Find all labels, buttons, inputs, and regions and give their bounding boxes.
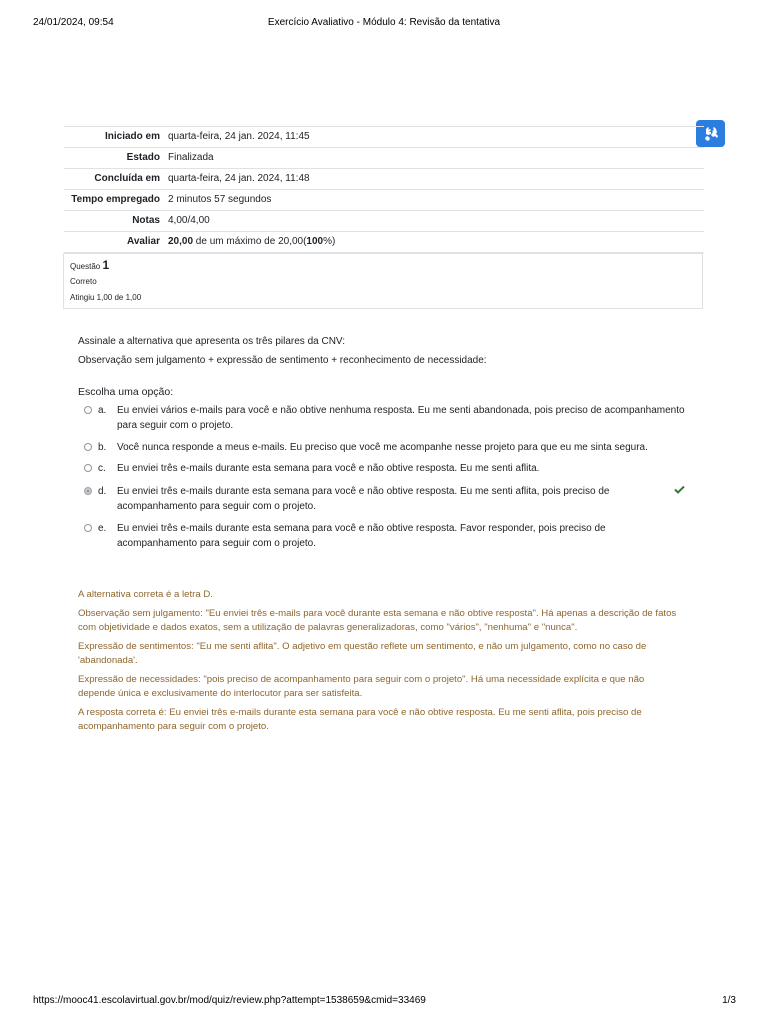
feedback-paragraph: Expressão de sentimentos: "Eu me senti aflita". O adjetivo em questão reflete um sentimento, e não um julgamento, como no caso de 'abandonada'. bbox=[78, 641, 647, 666]
print-date: 24/01/2024, 09:54 bbox=[33, 17, 114, 28]
radio-button-selected[interactable] bbox=[84, 487, 92, 495]
radio-button[interactable] bbox=[84, 464, 92, 472]
summary-value bbox=[164, 232, 704, 253]
feedback-paragraph: Observação sem julgamento: "Eu enviei três e-mails para você durante esta semana e não obtive resposta". Há apenas a descrição de fatos com objetividade e dados exatos, sem a utilização de palavras generalizadoras, como "vários", "nenhuma" e "nunca". bbox=[78, 608, 677, 633]
feedback-paragraph: Expressão de necessidades: "pois preciso de acompanhamento para seguir com o projeto". Há uma necessidade explícita e que não depende única e exclusivamente do interlocutor para ser satisfeita. bbox=[78, 674, 645, 699]
correct-check-icon bbox=[674, 484, 685, 499]
option-text: Eu enviei três e-mails durante esta semana para você e não obtive resposta. Eu me senti aflita. bbox=[117, 463, 540, 474]
summary-label: Estado bbox=[64, 148, 164, 169]
option-text: Eu enviei três e-mails durante esta semana para você e não obtive resposta. Eu me senti aflita, pois preciso de acompanhamento para seguir com o projeto. bbox=[117, 486, 610, 512]
summary-label: Iniciado em bbox=[64, 127, 164, 148]
radio-button[interactable] bbox=[84, 443, 92, 451]
option-text: Eu enviei vários e-mails para você e não obtive nenhuma resposta. Eu me senti abandonada, pois preciso de acompanhamento para seguir com o projeto. bbox=[117, 405, 685, 431]
question-state: Correto bbox=[70, 277, 97, 286]
summary-row-marks bbox=[64, 211, 704, 232]
option-letter: d. bbox=[98, 486, 107, 497]
radio-button[interactable] bbox=[84, 406, 92, 414]
summary-value: quarta-feira, 24 jan. 2024, 11:45 bbox=[164, 127, 704, 148]
option-text: Você nunca responde a meus e-mails. Eu preciso que você me acompanhe nesse projeto para que eu me sinta segura. bbox=[117, 442, 648, 453]
attempt-summary-table bbox=[64, 126, 704, 253]
sign-language-hands-icon bbox=[702, 126, 720, 142]
grade-score: 20,00 bbox=[168, 236, 194, 247]
summary-value: quarta-feira, 24 jan. 2024, 11:48 bbox=[164, 169, 704, 190]
summary-label: Concluída em bbox=[64, 169, 164, 190]
summary-value: 2 minutos 57 segundos bbox=[164, 190, 704, 211]
print-url: https://mooc41.escolavirtual.gov.br/mod/quiz/review.php?attempt=1538659&cmid=33469 bbox=[33, 995, 426, 1006]
question-info-box bbox=[63, 253, 703, 309]
feedback-paragraph: A resposta correta é: Eu enviei três e-mails durante esta semana para você e não obtive resposta. Eu me senti aflita, pois preciso de acompanhamento para seguir com o projeto. bbox=[78, 707, 642, 732]
radio-button[interactable] bbox=[84, 524, 92, 532]
question-label: Questão bbox=[70, 262, 101, 271]
summary-row-completed bbox=[64, 169, 704, 190]
question-number bbox=[70, 258, 696, 274]
question-number-value: 1 bbox=[102, 258, 110, 272]
option-letter: e. bbox=[98, 523, 107, 534]
summary-row-grade bbox=[64, 232, 704, 253]
print-footer bbox=[0, 995, 768, 1009]
summary-row-started bbox=[64, 127, 704, 148]
option-letter: a. bbox=[98, 405, 107, 416]
choose-option-label: Escolha uma opção: bbox=[78, 386, 174, 398]
grade-percent-suffix: %) bbox=[323, 236, 336, 247]
question-feedback bbox=[78, 588, 683, 739]
summary-label: Notas bbox=[64, 211, 164, 232]
question-prompt-line1: Assinale a alternativa que apresenta os três pilares da CNV: bbox=[78, 336, 345, 347]
print-title: Exercício Avaliativo - Módulo 4: Revisão da tentativa bbox=[267, 17, 501, 28]
summary-row-time-taken bbox=[64, 190, 704, 211]
question-prompt-line2: Observação sem julgamento + expressão de sentimento + reconhecimento de necessidade: bbox=[78, 355, 487, 366]
feedback-paragraph: A alternativa correta é a letra D. bbox=[78, 589, 213, 600]
print-header bbox=[0, 17, 768, 31]
grade-percent: 100 bbox=[306, 236, 324, 247]
option-letter: c. bbox=[98, 463, 106, 474]
summary-label: Avaliar bbox=[64, 232, 164, 253]
question-grade: Atingiu 1,00 de 1,00 bbox=[70, 293, 142, 302]
summary-value: 4,00/4,00 bbox=[164, 211, 704, 232]
summary-value: Finalizada bbox=[164, 148, 704, 169]
option-text: Eu enviei três e-mails durante esta semana para você e não obtive resposta. Favor responder, pois preciso de acompanhamento para seguir com o projeto. bbox=[117, 523, 606, 549]
summary-label: Tempo empregado bbox=[64, 190, 164, 211]
grade-max: de um máximo de 20,00( bbox=[193, 236, 307, 247]
summary-row-state bbox=[64, 148, 704, 169]
option-letter: b. bbox=[98, 442, 107, 453]
print-page-count: 1/3 bbox=[722, 995, 736, 1006]
